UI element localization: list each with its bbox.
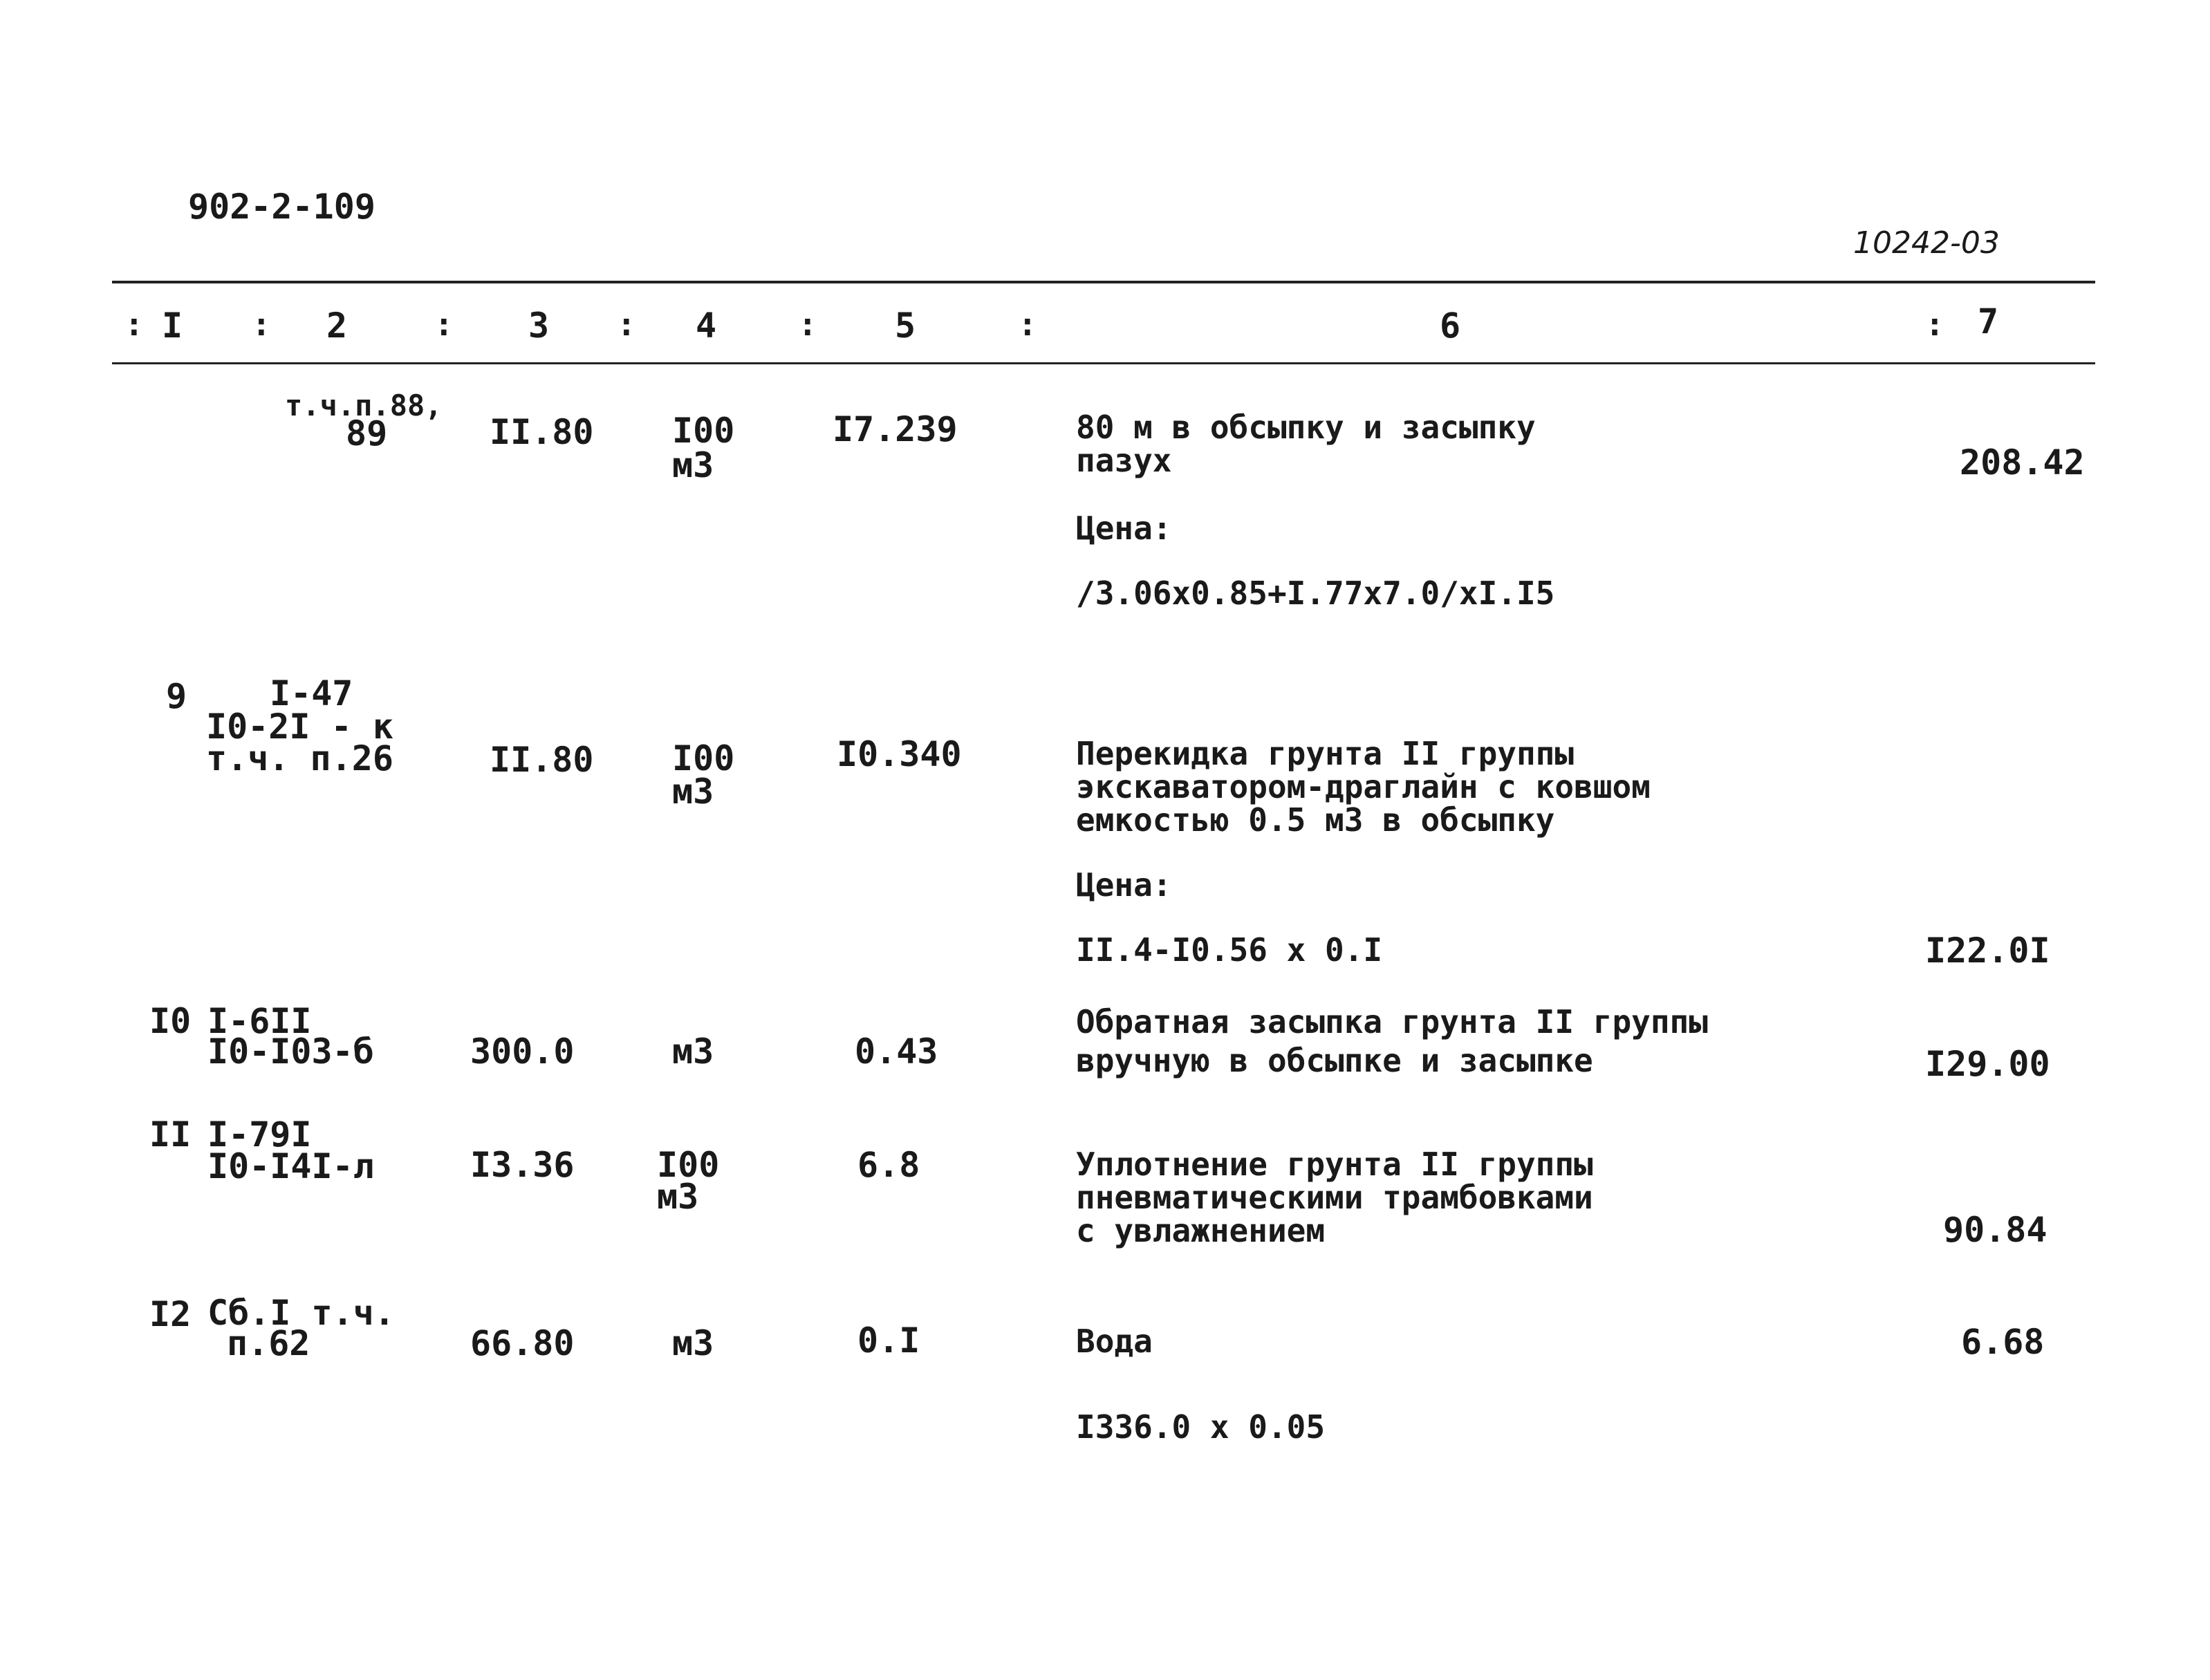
row-description: Перекидка грунта II группы — [1076, 735, 1575, 772]
row-price-formula: I336.0 х 0.05 — [1076, 1408, 1326, 1446]
row-price: 0.43 — [855, 1032, 938, 1072]
row-total: 6.68 — [1961, 1322, 2045, 1362]
row-unit: м3 — [672, 1032, 714, 1072]
row-description: с увлажнением — [1076, 1212, 1326, 1249]
row-ref: I0-2I - к — [206, 707, 393, 747]
row-price-formula: II.4-I0.56 х 0.I — [1076, 931, 1383, 969]
row-unit: I00 — [672, 411, 735, 451]
header-col-4: 4 — [696, 306, 717, 346]
header-separator: : — [124, 306, 144, 343]
row-number: I0 — [149, 1001, 192, 1041]
row-total: 90.84 — [1943, 1210, 2048, 1250]
row-total: I29.00 — [1925, 1044, 2050, 1084]
row-quantity: I3.36 — [470, 1145, 575, 1185]
row-ref: 89 — [346, 413, 388, 454]
row-quantity: II.80 — [490, 740, 594, 780]
row-description: вручную в обсыпке и засыпке — [1076, 1042, 1593, 1079]
header-separator: : — [1018, 306, 1037, 343]
row-price: 6.8 — [857, 1145, 920, 1185]
row-quantity: 300.0 — [470, 1032, 575, 1072]
header-col-2: 2 — [326, 306, 348, 346]
row-price-label: Цена: — [1076, 866, 1172, 904]
header-col-6: 6 — [1440, 306, 1461, 346]
header-col-1: I — [162, 306, 183, 346]
row-description: Обратная засыпка грунта II группы — [1076, 1003, 1708, 1040]
row-ref: Сб.I т.ч. — [207, 1293, 395, 1333]
header-separator: : — [798, 306, 817, 343]
row-number: II — [149, 1114, 192, 1155]
row-price: I7.239 — [833, 409, 958, 449]
row-price: 0.I — [857, 1320, 920, 1361]
row-number: 9 — [166, 676, 187, 716]
row-unit: м3 — [672, 1323, 714, 1363]
row-description: емкостью 0.5 м3 в обсыпку — [1076, 801, 1555, 839]
row-description: Вода — [1076, 1323, 1153, 1360]
header-separator: : — [252, 306, 271, 343]
row-description: пазух — [1076, 442, 1172, 479]
row-quantity: 66.80 — [470, 1323, 575, 1363]
row-total: I22.0I — [1925, 931, 2050, 971]
row-ref: I0-I03-б — [207, 1032, 374, 1072]
row-ref: I-47 — [270, 673, 353, 713]
row-ref: I0-I4I-л — [207, 1146, 374, 1186]
row-description: 80 м в обсыпку и засыпку — [1076, 409, 1536, 446]
row-ref: I-6II — [207, 1001, 312, 1041]
header-col-3: 3 — [528, 306, 550, 346]
row-ref: I-79I — [207, 1114, 312, 1155]
row-price: I0.340 — [837, 734, 962, 774]
archive-stamp: 10242-03 — [1853, 225, 2000, 261]
row-number: I2 — [149, 1294, 192, 1334]
header-top-rule — [112, 281, 2095, 283]
row-ref: п.62 — [227, 1323, 310, 1363]
row-price-label: Цена: — [1076, 510, 1172, 547]
row-description: Уплотнение грунта II группы — [1076, 1146, 1593, 1183]
row-unit: I00 — [672, 738, 735, 778]
row-unit: м3 — [672, 445, 714, 485]
row-unit: I00 — [657, 1145, 720, 1185]
header-separator: : — [434, 306, 454, 343]
header-col-7: 7 — [1978, 301, 1999, 342]
row-quantity: II.80 — [490, 412, 594, 452]
header-separator: : — [1925, 306, 1944, 343]
row-total: 208.42 — [1960, 442, 2085, 483]
row-description: пневматическими трамбовками — [1076, 1179, 1593, 1216]
row-price-formula: /3.06х0.85+I.77х7.0/хI.I5 — [1076, 575, 1555, 612]
header-col-5: 5 — [895, 306, 916, 346]
header-separator: : — [617, 306, 636, 343]
row-unit: м3 — [672, 772, 714, 812]
row-ref: т.ч.п.88, — [285, 389, 443, 422]
row-unit: м3 — [657, 1177, 699, 1217]
row-ref: т.ч. п.26 — [206, 738, 393, 778]
row-description: экскаватором-драглайн с ковшом — [1076, 768, 1651, 805]
header-bottom-rule — [112, 362, 2095, 364]
document-code: 902-2-109 — [188, 187, 375, 227]
